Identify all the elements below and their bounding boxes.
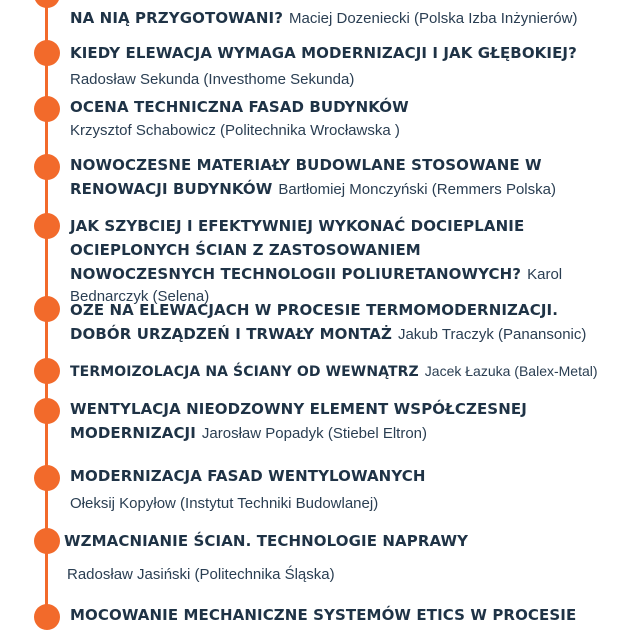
agenda-item <box>70 298 605 346</box>
talk-title: OCENA TECHNICZNA FASAD BUDYNKÓW <box>70 98 409 116</box>
talk-title: OZE NA ELEWACJACH W PROCESIE TERMOMODERNIZACJI. DOBÓR URZĄDZEŃ I TRWAŁY MONTAŻ <box>70 301 558 343</box>
speaker-name: Radosław Jasiński (Politechnika Śląska) <box>67 566 335 583</box>
talk-title: MODERNIZACJA FASAD WENTYLOWANYCH <box>70 467 426 485</box>
talk-title: TERMOIZOLACJA NA ŚCIANY OD WEWNĄTRZ <box>70 364 419 380</box>
agenda-item <box>70 95 620 143</box>
talk-title: JAK SZYBCIEJ I EFEKTYWNIEJ WYKONAĆ DOCIEPLANIE OCIEPLONYCH ŚCIAN Z ZASTOSOWANIEM NOWOCZESNYCH TECHNOLOGII POLIURETANOWYCH? <box>70 217 525 283</box>
speaker-name: Jarosław Popadyk (Stiebel Eltron) <box>201 425 428 442</box>
agenda-item <box>70 603 620 627</box>
talk-title: WZMACNIANIE ŚCIAN. TECHNOLOGIE NAPRAWY <box>64 532 469 550</box>
agenda-item <box>70 360 620 384</box>
timeline-dot <box>34 0 60 8</box>
speaker-name: Krzysztof Schabowicz (Politechnika Wrocławska ) <box>70 122 400 139</box>
talk-title: MOCOWANIE MECHANICZNE SYSTEMÓW ETICS W PROCESIE <box>70 606 577 624</box>
agenda-item <box>70 214 566 305</box>
talk-title: NOWOCZESNE MATERIAŁY BUDOWLANE STOSOWANE W RENOWACJI BUDYNKÓW <box>70 156 542 198</box>
timeline-dot <box>34 296 60 322</box>
agenda-item <box>70 397 540 445</box>
speaker-name: Radosław Sekunda (Investhome Sekunda) <box>70 71 355 88</box>
agenda-item <box>70 6 620 30</box>
agenda-item <box>70 464 620 516</box>
agenda-item <box>64 529 620 587</box>
speaker-name: Maciej Dozeniecki (Polska Izba Inżynierów) <box>289 10 578 27</box>
timeline-dot <box>34 96 60 122</box>
speaker-name: Bartłomiej Monczyński (Remmers Polska) <box>278 181 556 198</box>
timeline-dot <box>34 604 60 630</box>
speaker-name: Karol Bednarczyk (Selena) <box>70 266 563 305</box>
agenda-item <box>70 41 620 92</box>
speaker-name: Jacek Łazuka (Balex-Metal) <box>424 363 598 379</box>
talk-title: WENTYLACJA NIEODZOWNY ELEMENT WSPÓŁCZESNEJ MODERNIZACJI <box>70 400 527 442</box>
timeline-dot <box>34 528 60 554</box>
timeline-dot <box>34 465 60 491</box>
agenda-item <box>70 153 570 201</box>
timeline-dot <box>34 154 60 180</box>
timeline-dot <box>34 40 60 66</box>
timeline-dot <box>34 213 60 239</box>
speaker-name: Jakub Traczyk (Panansonic) <box>397 326 587 343</box>
timeline-dot <box>34 398 60 424</box>
timeline-dot <box>34 358 60 384</box>
speaker-name: Ołeksij Kopyłow (Instytut Techniki Budowlanej) <box>70 495 379 512</box>
talk-title: NA NIĄ PRZYGOTOWANI? <box>70 9 283 27</box>
talk-title: KIEDY ELEWACJA WYMAGA MODERNIZACJI I JAK GŁĘBOKIEJ? <box>70 44 577 62</box>
